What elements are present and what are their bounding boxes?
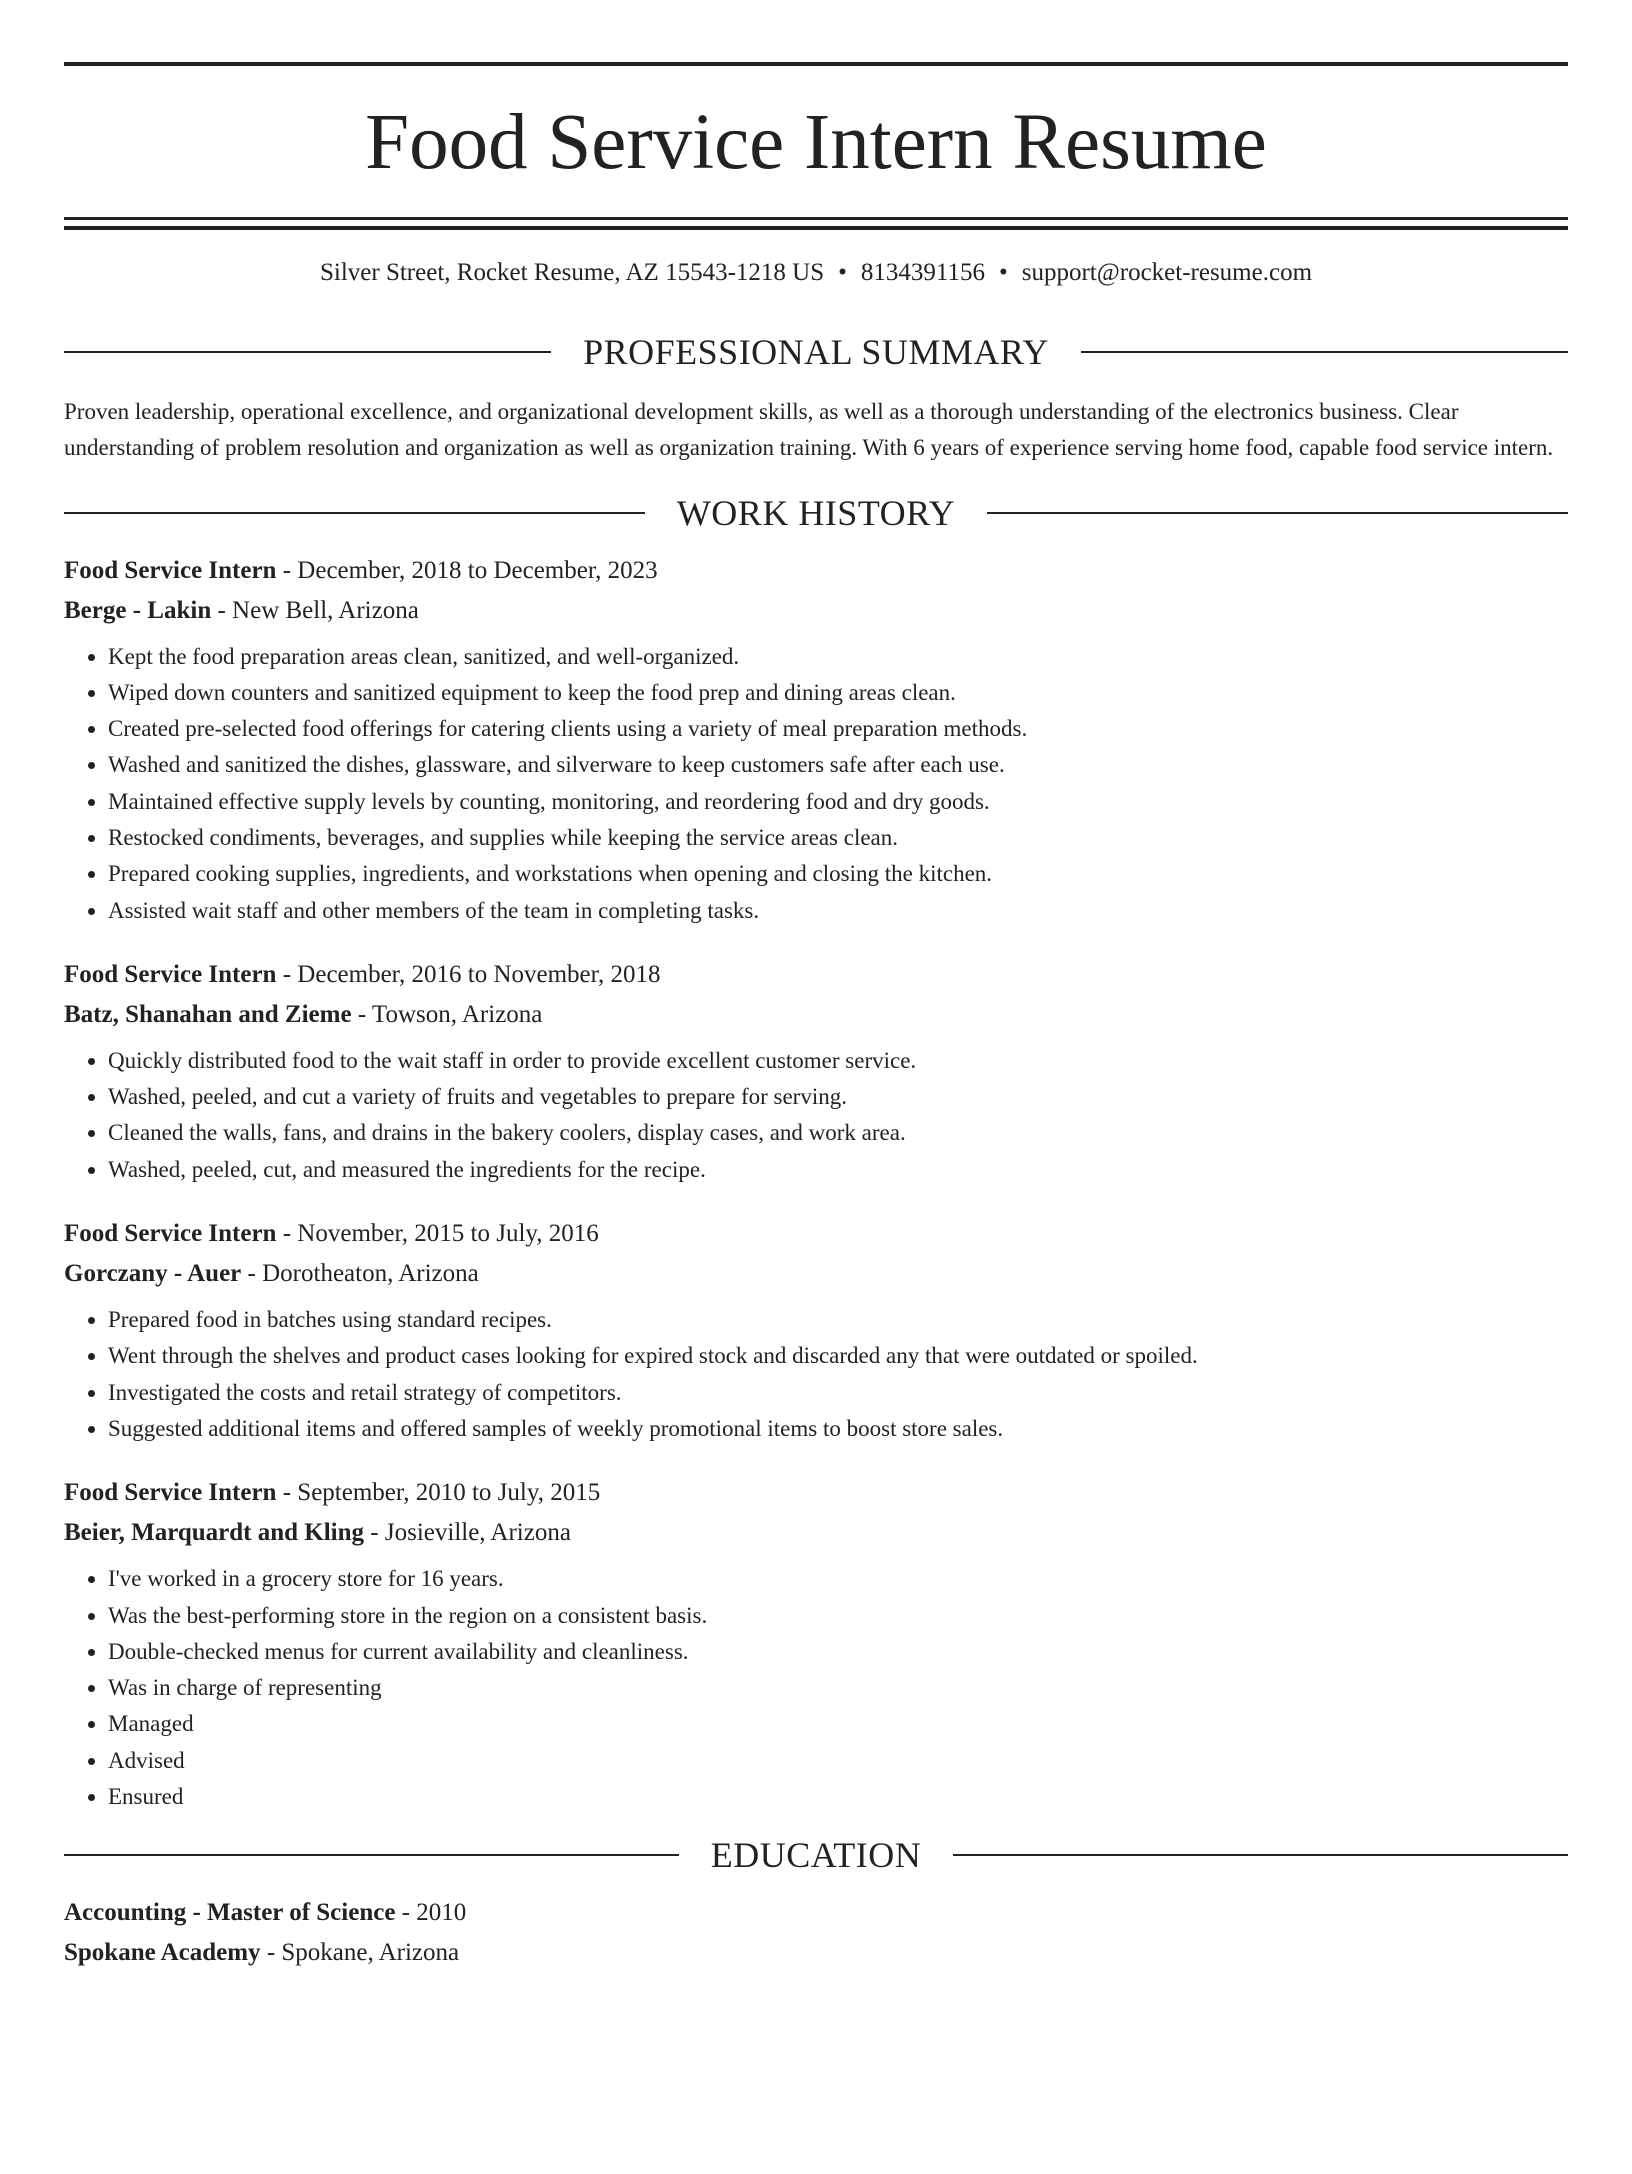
education-school-line [64, 1933, 1568, 1973]
work-heading-label: WORK HISTORY [676, 492, 956, 533]
job-company: Batz, Shanahan and Zieme [64, 1000, 352, 1028]
education-entry [64, 1893, 1568, 1973]
job-title-line [64, 1473, 1568, 1513]
job-title: Food Service Intern [64, 960, 277, 988]
contact-address: Silver Street, Rocket Resume, AZ 15543-1218 US [319, 259, 825, 286]
education-degree: Accounting - Master of Science [64, 1899, 396, 1927]
job-title: Food Service Intern [64, 1479, 277, 1507]
contact-separator: • [838, 259, 847, 286]
list-item: • Managed [108, 1706, 1568, 1742]
list-item: • Kept the food preparation areas clean, sanitized, and well-organized. [108, 639, 1568, 675]
heading-rule-right [953, 1854, 1568, 1856]
list-item: • Went through the shelves and product cases looking for expired stock and discarded any that were outdated or spoiled. [108, 1338, 1568, 1374]
job-dates: - December, 2018 to December, 2023 [276, 556, 658, 584]
list-item: • Double-checked menus for current availability and cleanliness. [108, 1634, 1568, 1670]
work-section-heading [64, 492, 1568, 533]
list-item: • Prepared cooking supplies, ingredients, and workstations when opening and closing the kitchen. [108, 856, 1568, 892]
list-item: • Washed, peeled, and cut a variety of fruits and vegetables to prepare for serving. [108, 1079, 1568, 1115]
job-company-line [64, 591, 1568, 631]
job-title-line [64, 551, 1568, 591]
job-company-line [64, 995, 1568, 1035]
education-section-heading [64, 1835, 1568, 1876]
job-location: - New Bell, Arizona [211, 596, 419, 624]
job-title: Food Service Intern [64, 556, 277, 584]
job-company: Berge - Lakin [64, 596, 212, 624]
list-item: • Washed and sanitized the dishes, glassware, and silverware to keep customers safe after each use. [108, 747, 1568, 783]
job-entry [64, 1214, 1568, 1447]
education-location: - Spokane, Arizona [260, 1939, 460, 1967]
education-year: - 2010 [395, 1899, 467, 1927]
heading-rule-left [64, 1854, 679, 1856]
education-heading-label: EDUCATION [710, 1835, 922, 1876]
page-title: Food Service Intern Resume [365, 99, 1267, 186]
list-item: • Quickly distributed food to the wait staff in order to provide excellent customer service. [108, 1043, 1568, 1079]
education-degree-line [64, 1893, 1568, 1933]
list-item: • Prepared food in batches using standard recipes. [108, 1302, 1568, 1338]
job-company-line [64, 1254, 1568, 1294]
job-entry [64, 1473, 1568, 1815]
job-bullets [64, 1043, 1568, 1188]
contact-line [64, 257, 1568, 290]
job-dates: - November, 2015 to July, 2016 [276, 1220, 599, 1248]
summary-text: Proven leadership, operational excellence, and organizational development skills, as well as a thorough understanding of the electronics business. Clear understanding of problem resolution and organization as well as organization training. With 6 years of experience serving home food, capable food service intern. [64, 398, 1554, 460]
list-item: • Ensured [108, 1779, 1568, 1815]
job-entry [64, 955, 1568, 1188]
job-title-line [64, 955, 1568, 995]
job-dates: - September, 2010 to July, 2015 [276, 1479, 601, 1507]
job-company: Beier, Marquardt and Kling [64, 1519, 365, 1547]
heading-rule-right [1081, 351, 1568, 353]
job-title-line [64, 1214, 1568, 1254]
list-item: • Created pre-selected food offerings for catering clients using a variety of meal preparation methods. [108, 711, 1568, 747]
job-entry [64, 551, 1568, 929]
job-dates: - December, 2016 to November, 2018 [276, 960, 661, 988]
job-location: - Josieville, Arizona [364, 1519, 571, 1547]
list-item: • Was in charge of representing [108, 1670, 1568, 1706]
heading-rule-left [64, 512, 645, 514]
list-item: • Wiped down counters and sanitized equipment to keep the food prep and dining areas clean. [108, 675, 1568, 711]
heading-rule-left [64, 351, 551, 353]
list-item: • Advised [108, 1743, 1568, 1779]
title-double-rule [64, 217, 1568, 230]
job-bullets [64, 1302, 1568, 1447]
list-item: • Was the best-performing store in the region on a consistent basis. [108, 1598, 1568, 1634]
resume-page [0, 62, 1632, 2174]
summary-section-heading [64, 331, 1568, 372]
contact-email: support@rocket-resume.com [1021, 259, 1313, 286]
job-bullets [64, 639, 1568, 929]
list-item: • Investigated the costs and retail strategy of competitors. [108, 1375, 1568, 1411]
list-item: • Maintained effective supply levels by counting, monitoring, and reordering food and dry goods. [108, 784, 1568, 820]
job-company: Gorczany - Auer [64, 1260, 242, 1288]
job-location: - Towson, Arizona [351, 1000, 543, 1028]
summary-heading-label: PROFESSIONAL SUMMARY [583, 331, 1049, 372]
education-school: Spokane Academy [64, 1939, 261, 1967]
job-bullets [64, 1561, 1568, 1815]
heading-rule-right [987, 512, 1568, 514]
contact-phone: 8134391156 [860, 259, 985, 286]
job-company-line [64, 1513, 1568, 1553]
top-rule [64, 62, 1568, 66]
list-item: • Suggested additional items and offered samples of weekly promotional items to boost store sales. [108, 1411, 1568, 1447]
list-item: • Cleaned the walls, fans, and drains in the bakery coolers, display cases, and work area. [108, 1115, 1568, 1151]
list-item: • Restocked condiments, beverages, and supplies while keeping the service areas clean. [108, 820, 1568, 856]
list-item: • I've worked in a grocery store for 16 years. [108, 1561, 1568, 1597]
list-item: • Washed, peeled, cut, and measured the ingredients for the recipe. [108, 1152, 1568, 1188]
job-title: Food Service Intern [64, 1220, 277, 1248]
contact-separator: • [998, 259, 1008, 286]
list-item: • Assisted wait staff and other members of the team in completing tasks. [108, 893, 1568, 929]
job-location: - Dorotheaton, Arizona [241, 1260, 479, 1288]
